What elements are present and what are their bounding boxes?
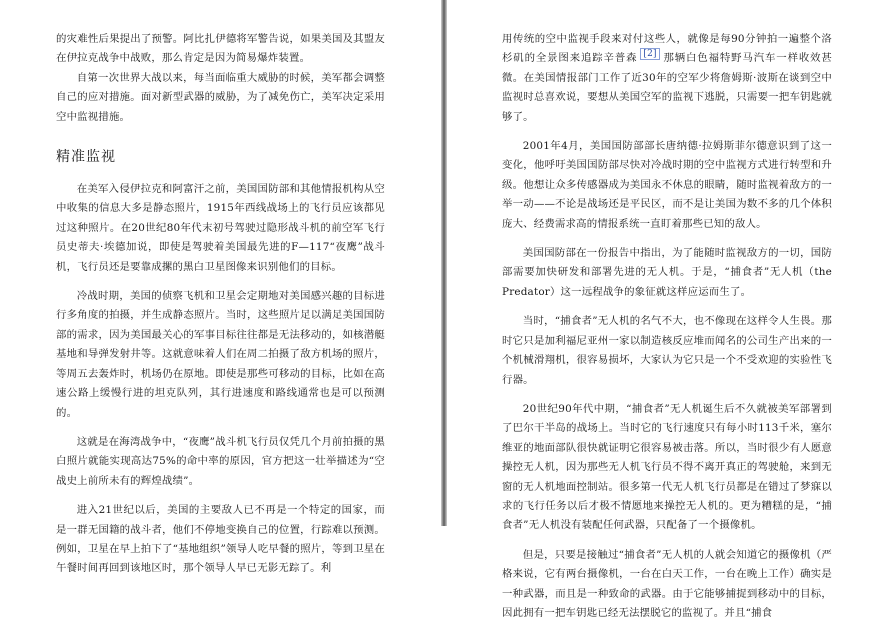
paragraph-text: 那辆白色福特野马汽车一样收效甚微。在美国情报部门工作了近30年的空军少将詹姆斯·波斯在谈到空中监视时总喜欢说，要想从美国空军的监视下逃脱，只需要一把车钥匙就够了。: [502, 52, 833, 123]
paragraph: 的灾难性后果提出了预警。阿比扎伊德将军警告说，如果美国及其盟友在伊拉克战争中战败，那么肯定是因为简易爆炸装置。: [56, 33, 385, 65]
paragraph: 进入21世纪以后，美国的主要敌人已不再是一个特定的国家，而是一群无国籍的战斗者，他们不停地变换自己的位置，行踪难以预测。例如，卫星在早上拍下了“基地组织”领导人吃早餐的照片，等到卫星在午餐时间再回到该地区时，那个领导人早已无影无踪了。利: [56, 504, 385, 575]
paragraph: 20世纪90年代中期，“捕食者”无人机诞生后不久就被美军部署到了巴尔干半岛的战场上。当时它的飞行速度只有每小时113千米，塞尔维亚的地面部队很快就证明它很容易被击落。所以，当时很少有人愿意操控无人机，因为那些无人机飞行员不得不离开真正的驾驶舱，来到无窗的无人机地面控制站。很多第一代无人机飞行员都是在错过了梦寐以求的飞行任务以后才极不情愿地来操控无人机的。更为糟糕的是，“捕食者”无人机没有装配任何武器，只配备了一个摄像机。: [502, 402, 832, 532]
right-page: [447, 0, 887, 619]
paragraph: [502, 30, 832, 127]
paragraph: 美国国防部在一份报告中指出，为了能随时监视敌方的一切，国防部需要加快研发和部署先进的无人机。于是，“捕食者”无人机（the Predator）这一远程战争的象征就这样应运而生了。: [502, 247, 832, 298]
paragraph: 在美军入侵伊拉克和阿富汗之前，美国国防部和其他情报机构从空中收集的信息大多是静态照片，1915年西线战场上的飞行员应该都见过这种照片。在20世纪80年代末初号驾驶过隐形战斗机的前空军飞行员史蒂夫·埃德加说，即使是驾驶着美国最先进的F—117“夜鹰”战斗机，飞行员还是要靠成摞的黑白卫星图像来识别他们的目标。: [56, 183, 385, 273]
paragraph: 但是，只要是接触过“捕食者”无人机的人就会知道它的摄像机（严格来说，它有两台摄像机，一台在白天工作，一台在晚上工作）确实是一种武器，而且是一种致命的武器。由于它能够捕捉到移动中的目标，因此拥有一把车钥匙已经无法摆脱它的监视了。并且“捕食: [502, 548, 832, 619]
paragraph: 这就是在海湾战争中，“夜鹰”战斗机飞行员仅凭几个月前拍摄的黑白照片就能实现高达75%的命中率的原因，官方把这一壮举描述为“空战史上前所未有的辉煌战绩”。: [56, 435, 385, 487]
paragraph-text: 用传统的空中监视手段来对付这些人，就像是每90分钟拍一遍整个洛杉矶的全景图来追踪辛普森: [502, 33, 832, 65]
paragraph: 冷战时期，美国的侦察飞机和卫星会定期地对美国感兴趣的目标进行多角度的拍摄，并生成静态照片。当时，这些照片足以满足美国国防部的需求，因为美国最关心的军事目标往往都是无法移动的，如核潜艇基地和导弹发射井等。这就意味着人们在周二拍摄了敌方机场的照片，等周五去轰炸时，机场仍在原地。即使是那些可移动的目标，比如在高速公路上缓慢行进的坦克队列，其行进速度和路线通常也是可以预测的。: [56, 290, 385, 419]
left-page: [0, 0, 441, 575]
paragraph: 2001年4月，美国国防部部长唐纳德·拉姆斯菲尔德意识到了这一变化，他呼吁美国国防部尽快对冷战时期的空中监视方式进行转型和升级。他想让众多传感器成为美国永不休息的眼睛，随时监视着敌方的一举一动——不论是战场还是平民区，而不是让美国为数不多的几个体积庞大、经费需求高的情报系统一直盯着那些已知的敌人。: [502, 140, 832, 230]
right-page-text: [502, 30, 832, 623]
paragraph: 当时，“捕食者”无人机的名气不大，也不像现在这样令人生畏。那时它只是加利福尼亚州一家以制造核反应堆而闻名的公司生产出来的一个机械滑翔机，很容易损坏，大家认为它只是一个不受欢迎的实验性飞行器。: [502, 315, 832, 386]
footnote-link[interactable]: [2]: [640, 48, 659, 60]
section-heading: 精准监视: [56, 149, 116, 166]
paragraph: 自第一次世界大战以来，每当面临重大威胁的时候，美军都会调整自己的应对措施。面对新型武器的威胁，为了减免伤亡，美军决定采用空中监视措施。: [56, 71, 385, 123]
left-page-text: [56, 30, 385, 579]
